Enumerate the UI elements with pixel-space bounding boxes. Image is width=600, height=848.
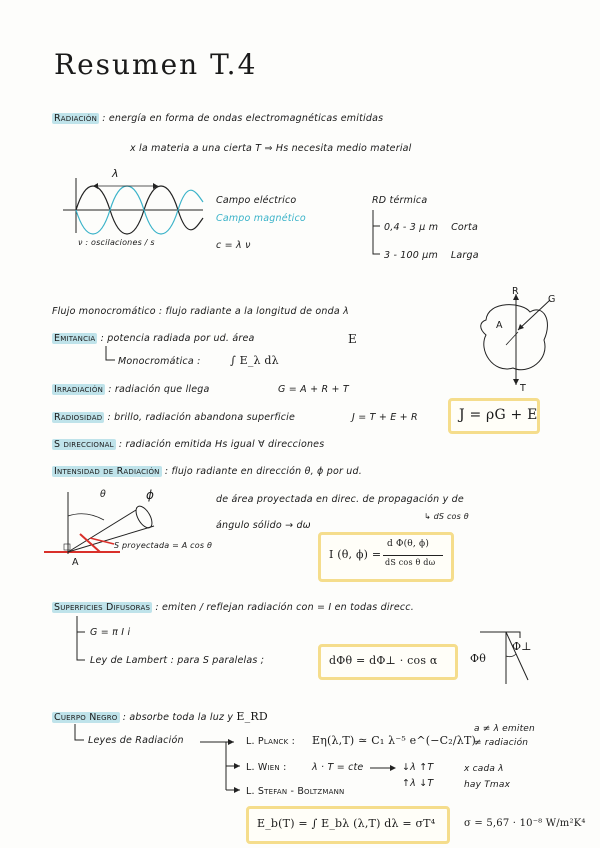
wien-arrow-2: ↑λ ↓T <box>402 778 434 789</box>
stefan-box <box>246 806 450 844</box>
angle-diagram <box>44 486 214 566</box>
radiacion-text-2: x la materia a una cierta T ⇒ Hs necesita medio material <box>130 143 412 154</box>
s-direccional-label: S direccional <box>54 439 114 450</box>
leyes-branches <box>200 738 246 798</box>
wave-frequency: ν : oscilaciones / s <box>78 238 155 247</box>
body-t: T <box>520 383 527 394</box>
s-direccional-text: : radiación emitida Hs igual ∀ direcciones <box>118 439 325 450</box>
emitancia-label: Emitancia <box>54 333 96 344</box>
leyes-radiacion: Leyes de Radiación <box>88 735 184 746</box>
irradiacion-line <box>52 384 210 395</box>
rd-short-label: Corta <box>451 222 478 233</box>
cuerpo-negro-text: : absorbe toda la luz y <box>122 712 234 723</box>
lambert-phi-theta: Φθ <box>470 652 487 665</box>
planck-note-1: a ≠ λ emiten <box>474 724 535 734</box>
wien-note-2: hay Tmax <box>464 780 511 790</box>
stefan-formula: E_b(T) = ∫ E_bλ (λ,T) dλ = σT⁴ <box>257 817 436 830</box>
intensidad-text-1: : flujo radiante en dirección θ, ϕ por ud. <box>164 466 362 477</box>
stefan-label: L. Stefan - Boltzmann <box>246 786 345 797</box>
wave-diagram <box>58 168 208 243</box>
cuerpo-negro-arrow <box>72 724 86 744</box>
lambert-phi-perp: Φ⊥ <box>512 640 532 653</box>
body-diagram <box>468 290 578 390</box>
body-g: G <box>548 294 556 305</box>
wien-note-1: x cada λ <box>464 764 504 774</box>
body-r: R <box>512 286 519 297</box>
emitancia-text: : potencia radiada por ud. área <box>100 333 255 344</box>
rd-short-range: 0,4 - 3 μ m <box>384 222 439 233</box>
intensidad-text-3: ángulo sólido → dω <box>216 520 311 531</box>
intensidad-formula-den: dS cos θ dω <box>385 558 436 567</box>
lambert-formula: dΦθ = dΦ⊥ · cos α <box>329 654 438 667</box>
lambert-text: : para S paralelas ; <box>170 655 265 666</box>
irradiacion-label: Irradiación <box>54 384 104 395</box>
angle-projection: S proyectada = A cos θ <box>114 541 213 550</box>
irradiacion-formula: G = A + R + T <box>278 384 349 395</box>
campo-electrico: Campo eléctrico <box>216 195 297 206</box>
radiosidad-box <box>448 398 540 434</box>
difusoras-g: G = π I i <box>90 627 131 638</box>
monocromatica-formula: ∫ E_λ dλ <box>230 354 279 367</box>
planck-label: L. Planck : <box>246 736 296 747</box>
lambert-label: Ley de Lambert <box>90 655 168 666</box>
planck-note-2: ≠ radiación <box>474 738 529 748</box>
difusoras-bracket <box>74 616 88 664</box>
angle-theta: θ <box>100 489 107 500</box>
intensidad-text-2: de área proyectada en direc. de propagación y de <box>216 494 464 505</box>
cuerpo-negro-erd: E_RD <box>236 710 268 723</box>
intensidad-label: Intensidad de Radiación <box>54 466 160 477</box>
wien-arrow <box>370 764 398 772</box>
campo-magnetico: Campo magnético <box>216 213 306 224</box>
radiacion-label: Radiación <box>54 113 98 124</box>
angle-phi: ϕ <box>146 488 155 502</box>
body-a: A <box>496 320 503 331</box>
irradiacion-text: : radiación que llega <box>108 384 210 395</box>
page-title: Resumen T.4 <box>54 48 258 81</box>
wave-lambda: λ <box>112 167 119 180</box>
difusoras-line <box>52 602 414 613</box>
emitancia-arrow <box>104 346 116 364</box>
angle-a: A <box>72 557 79 568</box>
wien-formula: λ · T = cte <box>312 762 364 773</box>
emitancia-line <box>52 333 255 344</box>
rd-long <box>384 250 479 261</box>
fraction-line <box>383 555 443 556</box>
rd-termica-bracket <box>370 210 382 260</box>
intensidad-line <box>52 466 362 477</box>
s-direccional-line <box>52 439 324 450</box>
velocidad-luz: c = λ ν <box>216 240 251 251</box>
flujo-monocromatico: Flujo monocromático : flujo radiante a la longitud de onda λ <box>52 306 349 317</box>
radiosidad-label: Radiosidad <box>54 412 103 423</box>
intensidad-note: ↳ dS cos θ <box>424 512 469 521</box>
rd-long-range: 3 - 100 μm <box>384 250 438 261</box>
emitancia-symbol: E <box>348 332 357 346</box>
radiacion-line <box>52 113 383 124</box>
radiosidad-text: : brillo, radiación abandona superficie <box>107 412 296 423</box>
radiosidad-boxed-formula: J = ρG + E <box>459 407 538 423</box>
wien-label: L. Wien : <box>246 762 287 773</box>
rd-short <box>384 222 478 233</box>
intensidad-box <box>318 532 454 582</box>
cuerpo-negro-line <box>52 710 268 723</box>
rd-long-label: Larga <box>450 250 479 261</box>
radiacion-text: : energía en forma de ondas electromagnéticas emitidas <box>102 113 384 124</box>
lambert-line <box>90 655 264 666</box>
radiosidad-line <box>52 412 295 423</box>
intensidad-formula-lhs: I (θ, ϕ) = <box>329 548 382 561</box>
planck-formula: Eη(λ,T) ≃ C₁ λ⁻⁵ e^(−C₂/λT) <box>312 734 476 747</box>
stefan-sigma: σ = 5,67 · 10⁻⁸ W/m²K⁴ <box>464 818 586 829</box>
wien-arrow-1: ↓λ ↑T <box>402 762 434 773</box>
monocromatica-label: Monocromática : <box>118 356 201 367</box>
radiosidad-formula: J = T + E + R <box>352 412 418 423</box>
difusoras-text: : emiten / reflejan radiación con = I en todas direcc. <box>155 602 414 613</box>
difusoras-label: Superficies Difusoras <box>54 602 151 613</box>
intensidad-formula-num: d Φ(θ, ϕ) <box>387 539 430 549</box>
lambert-box <box>318 644 458 680</box>
rd-termica-title: RD térmica <box>372 195 428 206</box>
cuerpo-negro-label: Cuerpo Negro <box>54 712 118 723</box>
